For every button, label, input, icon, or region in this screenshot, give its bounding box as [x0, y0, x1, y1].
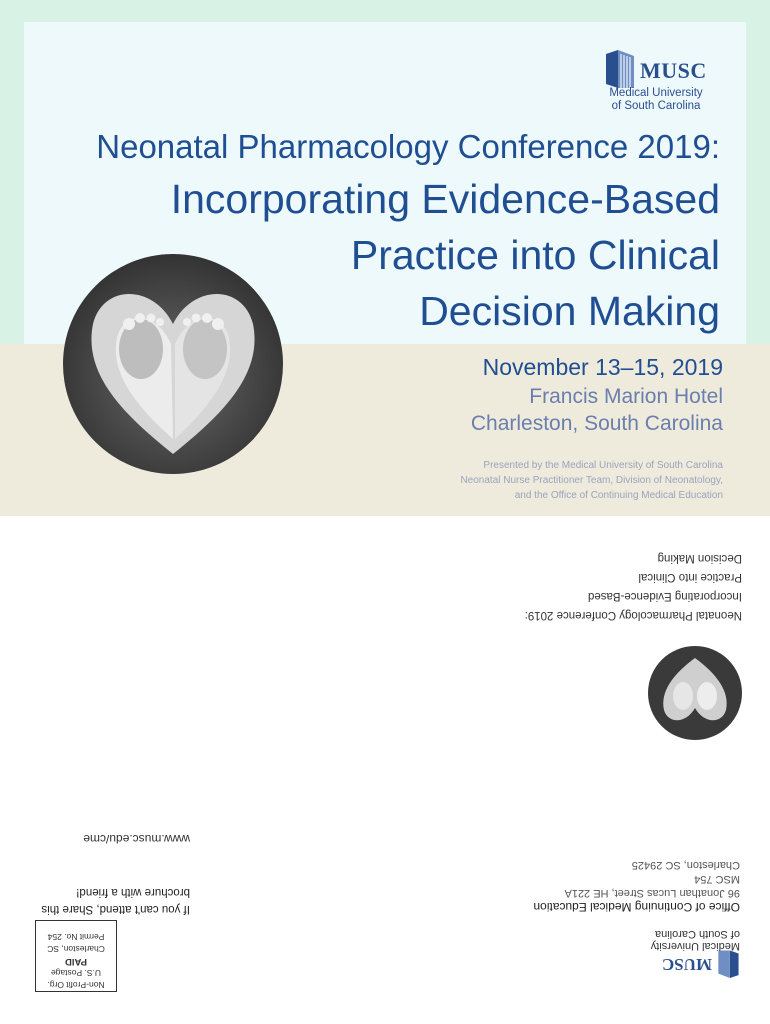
return-city: Charleston, SC 29425: [631, 859, 740, 871]
website-url: www.musc.edu/cme: [83, 832, 190, 846]
presenter-line1: Presented by the Medical University of South Carolina: [483, 460, 723, 471]
postage-paid: PAID: [65, 956, 87, 967]
logo-subtitle-line2: of South Carolina: [611, 100, 701, 112]
mailing-logo: [620, 924, 740, 982]
musc-logo: [604, 44, 734, 116]
subtitle-line1: Incorporating Evidence-Based: [170, 176, 720, 222]
postage-line2: U.S. Postage: [50, 968, 102, 978]
postage-line1: Non-Profit Org.: [47, 980, 105, 990]
conference-title: Neonatal Pharmacology Conference 2019:: [96, 128, 720, 165]
postage-line5: Permit No. 254: [47, 932, 105, 942]
mailing-title: [525, 548, 742, 624]
presenter-line3: and the Office of Continuing Medical Education: [514, 490, 723, 501]
presenter-credit: [460, 458, 723, 503]
subtitle-line3: Decision Making: [419, 288, 720, 334]
share-line2: brochure with a friend!: [76, 886, 190, 898]
building-logo-icon: [714, 950, 740, 980]
return-address: [533, 858, 740, 914]
venue-location: Charleston, South Carolina: [470, 412, 723, 435]
hands-baby-feet-photo: [648, 646, 742, 740]
event-venue: [471, 383, 723, 437]
building-logo-icon: [604, 48, 640, 88]
mailing-title-line2: Incorporating Evidence-Based: [587, 590, 742, 602]
return-office: Office of Continuing Medical Education: [533, 900, 740, 914]
hands-heart-baby-feet-photo: [63, 254, 283, 474]
logo-subtitle: [604, 87, 708, 113]
mailing-panel: [0, 516, 770, 1024]
mailing-logo-subtitle-line1: Medical University: [650, 940, 740, 952]
mailing-logo-subtitle: [651, 928, 740, 952]
postage-line4: Charleston, SC: [47, 944, 105, 954]
share-note: [41, 883, 190, 917]
return-msc: MSC 754: [694, 873, 740, 885]
mailing-photo: [648, 646, 742, 740]
event-date: November 13–15, 2019: [482, 354, 723, 380]
logo-wordmark: MUSC: [640, 58, 707, 83]
mailing-title-line3: Practice into Clinical: [638, 571, 742, 583]
return-street: 96 Jonathan Lucas Street, HE 221A: [564, 887, 740, 899]
subtitle-line2: Practice into Clinical: [350, 232, 720, 278]
venue-name: Francis Marion Hotel: [529, 385, 723, 408]
mailing-title-line1: Neonatal Pharmacology Conference 2019:: [524, 609, 742, 621]
logo-subtitle-line1: Medical University: [609, 87, 703, 99]
mailing-title-line4: Decision Making: [657, 552, 742, 564]
presenter-line2: Neonatal Nurse Practitioner Team, Division of Neonatology,: [460, 475, 723, 486]
postage-indicia: [35, 920, 117, 992]
mailing-logo-wordmark: MUSC: [661, 955, 712, 974]
share-line1: If you can't attend, Share this: [41, 903, 190, 915]
cover-photo: [63, 254, 283, 474]
mailing-logo-subtitle-line2: of South Carolina: [655, 928, 740, 940]
